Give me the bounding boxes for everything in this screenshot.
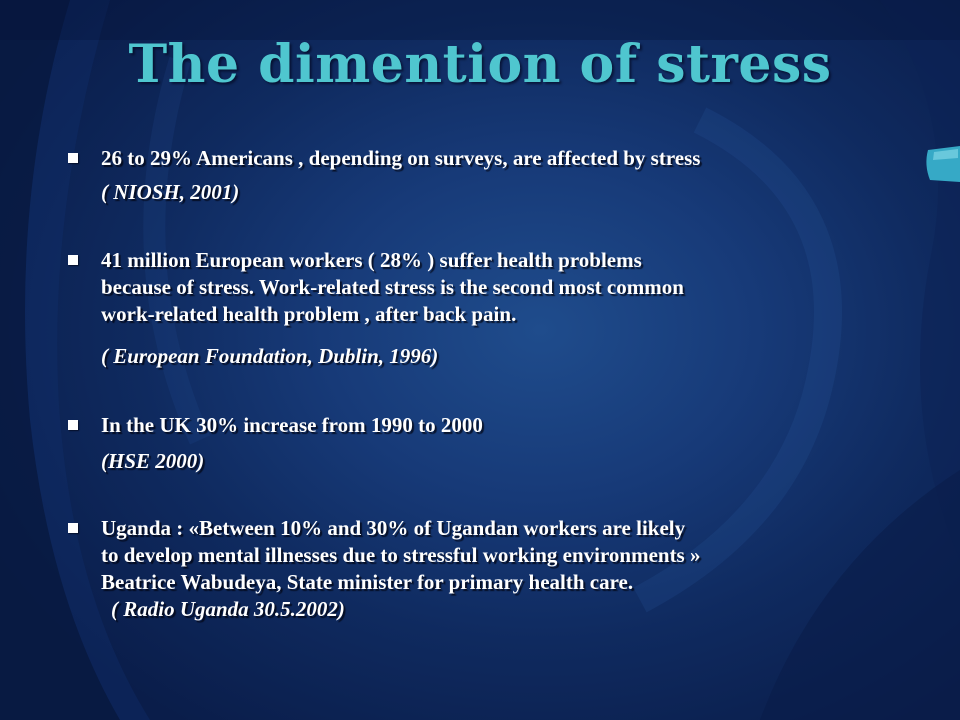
bullet-square-icon	[68, 255, 78, 265]
bullet-4-line-3: Beatrice Wabudeya, State minister for primary health care.	[101, 570, 634, 594]
bullet-square-icon	[68, 153, 78, 163]
bullet-square-icon	[68, 420, 78, 430]
bullet-item-3	[68, 412, 888, 439]
bullet-2-source: ( European Foundation, Dublin, 1996)	[101, 344, 439, 368]
bullet-item-4	[68, 515, 888, 623]
bullet-1-line-1: 26 to 29% Americans , depending on surveys, are affected by stress	[101, 146, 701, 170]
bullet-square-icon	[68, 523, 78, 533]
bullet-4-line-2: to develop mental illnesses due to stressful working environments »	[101, 543, 701, 567]
bullet-1-source: ( NIOSH, 2001)	[101, 180, 240, 204]
bullet-2-line-3: work-related health problem , after back pain.	[101, 302, 517, 326]
bullet-3-source: (HSE 2000)	[101, 449, 205, 473]
slide-title: The dimention of stress	[128, 34, 832, 95]
bullet-2-line-2: because of stress. Work-related stress is the second most common	[101, 275, 684, 299]
bullet-item-2	[68, 247, 888, 328]
bullet-3-line-1: In the UK 30% increase from 1990 to 2000	[101, 413, 483, 437]
bullet-4-source: ( Radio Uganda 30.5.2002)	[111, 597, 345, 621]
bullet-2-line-1: 41 million European workers ( 28% ) suffer health problems	[101, 248, 642, 272]
bullet-4-line-1: Uganda : «Between 10% and 30% of Ugandan workers are likely	[101, 516, 686, 540]
bullet-item-1	[68, 145, 888, 172]
